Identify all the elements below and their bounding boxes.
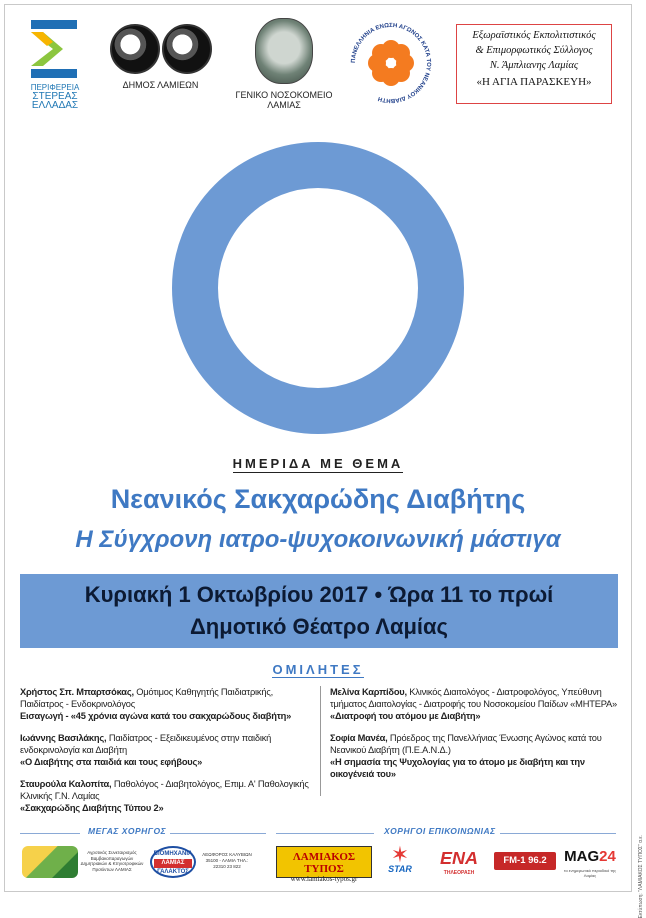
mag24-logo bbox=[562, 846, 618, 878]
coin-icon bbox=[162, 24, 212, 74]
dimos-caption: ΔΗΜΟΣ ΛΑΜΙΕΩΝ bbox=[122, 80, 199, 90]
speakers-heading: ΟΜΙΛΗΤΕΣ bbox=[272, 662, 364, 677]
sterea-line3: ΕΛΛΑΔΑΣ bbox=[31, 100, 79, 111]
ena-name: ΕΝΑ bbox=[439, 848, 478, 868]
printer-credit: Εκτύπωση: "ΛΑΜΙΑΚΟΣ ΤΥΠΟΣ" α.ε. bbox=[638, 835, 644, 918]
nosokomeio-line2: ΛΑΜΙΑΣ bbox=[267, 100, 301, 110]
syllogos-line1: Εξωραϊστικός Εκπολιτιστικός bbox=[472, 30, 596, 41]
sponsor-rule bbox=[20, 833, 80, 834]
agro-coop-logo bbox=[22, 846, 78, 878]
speaker-entry: Σοφία Μανέα, Πρόεδρος της Πανελλήνιας Ένωσης Αγώνος κατά του Νεανικού Διαβήτη (Π.Ε.Α.Ν.Δ.) «Η σημασία της Ψυχολογίας για το άτομο με διαβήτη και την οικογένειά του» bbox=[330, 733, 602, 779]
enosi-logo bbox=[346, 18, 438, 110]
dimos-logo bbox=[108, 24, 213, 90]
syllogos-logo bbox=[456, 24, 612, 104]
nosokomeio-logo bbox=[234, 18, 334, 110]
ena-sub: ΤΗΛΕΟΡΑΣΗ bbox=[443, 870, 475, 876]
blue-circle-icon bbox=[172, 142, 464, 434]
nosokomeio-line1: ΓΕΝΙΚΟ ΝΟΣΟΚΟΜΕΙΟ bbox=[235, 90, 333, 100]
column-divider bbox=[320, 686, 321, 796]
lamias-address: ΛΕΩΦΟΡΟΣ ΚΑΛΥΒΙΩΝ 35100 - ΛΑΜΙΑ ΤΗΛ.: 22310 23 822 bbox=[202, 852, 252, 869]
date-venue-band bbox=[20, 574, 618, 648]
speaker-entry: Σταυρούλα Καλοπίτα, Παθολόγος - Διαβητολόγος, Επιμ. Α' Παθολογικής Κλινικής Γ.Ν. Λαμίας «Σακχαρώδης Διαβήτης Τύπου 2» bbox=[20, 779, 309, 813]
syllogos-name: «Η ΑΓΙΑ ΠΑΡΑΣΚΕΥΗ» bbox=[476, 76, 592, 88]
sterea-logo bbox=[20, 18, 90, 110]
star-logo bbox=[380, 842, 420, 878]
lamias-dairy-logo bbox=[150, 846, 196, 878]
event-kicker: ΗΜΕΡΙΔΑ ΜΕ ΘΕΜΑ bbox=[232, 456, 404, 471]
event-subtitle: Η Σύγχρονη ιατρο-ψυχοκοινωνική μάστιγα bbox=[75, 526, 561, 553]
lamias-mid: ΛΑΜΙΑΣ bbox=[154, 859, 192, 868]
speaker-entry: Χρήστος Σπ. Μπαρτσόκας, Ομότιμος Καθηγητής Παιδιατρικής, Παιδίατρος - Ενδοκρινολόγος Εισαγωγή - «45 χρόνια αγώνα κατά του σακχαρώδους διαβήτη» bbox=[20, 687, 292, 721]
coin-icon bbox=[110, 24, 160, 74]
agro-coop-text: Αγροτικός Συνεταιρισμός Βαμβακοπαραγωγών Δημητριακών & Κτηνοτροφικών Προϊόντων ΛΑΜΙΑΣ bbox=[80, 850, 144, 872]
sponsor-rule bbox=[500, 833, 616, 834]
speaker-entry: Ιωάννης Βασιλάκης, Παιδίατρος - Εξειδικευμένος στην παιδική ενδοκρινολογία και Διαβήτη «Ο Διαβήτης στα παιδιά και τους εφήβους» bbox=[20, 733, 272, 767]
sterea-line2: ΣΤΕΡΕΑΣ bbox=[32, 91, 78, 102]
event-title: Νεανικός Σακχαρώδης Διαβήτης bbox=[110, 484, 526, 514]
fm-logo: FM-1 96.2 bbox=[494, 852, 556, 870]
typos-name: ΛΑΜΙΑΚΟΣ ΤΥΠΟΣ bbox=[292, 851, 356, 875]
syllogos-line2: & Επιμορφωτικός Σύλλογος bbox=[475, 45, 593, 56]
media-sponsors-heading: ΧΟΡΗΓΟΙ ΕΠΙΚΟΙΝΩΝΙΑΣ bbox=[384, 826, 496, 836]
star-name: STAR bbox=[388, 864, 412, 874]
mag-name: MAG bbox=[564, 848, 600, 865]
star-icon: ✶ bbox=[390, 842, 410, 867]
sponsor-rule bbox=[170, 833, 266, 834]
mag-num: 24 bbox=[599, 848, 616, 865]
flower-icon bbox=[346, 18, 436, 108]
svg-text:ΠΑΝΕΛΛΗΝΙΑ ΕΝΩΣΗ ΑΓΩΝΟΣ ΚΑΤΑ Τ bbox=[351, 23, 431, 103]
lamias-bot: ΓΑΛΑΚΤΟΣ bbox=[157, 869, 189, 875]
event-date: Κυριακή 1 Οκτωβρίου 2017 • Ώρα 11 το πρωί bbox=[84, 582, 554, 607]
ena-logo bbox=[432, 846, 486, 878]
speaker-entry: Μελίνα Καρπίδου, Κλινικός Διαιτολόγος - Διατροφολόγος, Υπεύθυνη τμήματος Διαιτολογίας - Διατροφής του Νοσοκομείου Παίδων «ΜΗΤΕΡΑ» «Διατροφή του ατόμου με Διαβήτη» bbox=[330, 687, 617, 721]
enosi-ring-text: ΠΑΝΕΛΛΗΝΙΑ ΕΝΩΣΗ ΑΓΩΝΟΣ ΚΑΤΑ ΤΟΥ ΝΕΑΝΙΚΟΥ ΔΙΑΒΗΤΗ bbox=[350, 22, 432, 104]
lamiakos-typos-logo bbox=[276, 846, 372, 883]
speakers-right-column bbox=[330, 686, 628, 790]
lamias-top: ΒΙΟΜΗΧΑΝΙΑ bbox=[153, 851, 193, 857]
event-venue: Δημοτικό Θέατρο Λαμίας bbox=[189, 614, 449, 639]
sigma-icon bbox=[29, 18, 81, 80]
syllogos-line3: Ν. Άμπλιανης Λαμίας bbox=[489, 60, 579, 71]
mag-sub: το ενημερωτικό περιοδικό της Λαμίας bbox=[563, 868, 617, 878]
typos-url: www.lamiakos-typos.gr bbox=[290, 875, 358, 883]
major-sponsor-heading: ΜΕΓΑΣ ΧΟΡΗΓΟΣ bbox=[88, 826, 167, 836]
sponsor-rule bbox=[276, 833, 374, 834]
hospital-emblem-icon bbox=[255, 18, 313, 84]
speakers-left-column bbox=[20, 686, 318, 824]
sterea-line1: ΠΕΡΙΦΕΡΕΙΑ bbox=[30, 83, 80, 92]
